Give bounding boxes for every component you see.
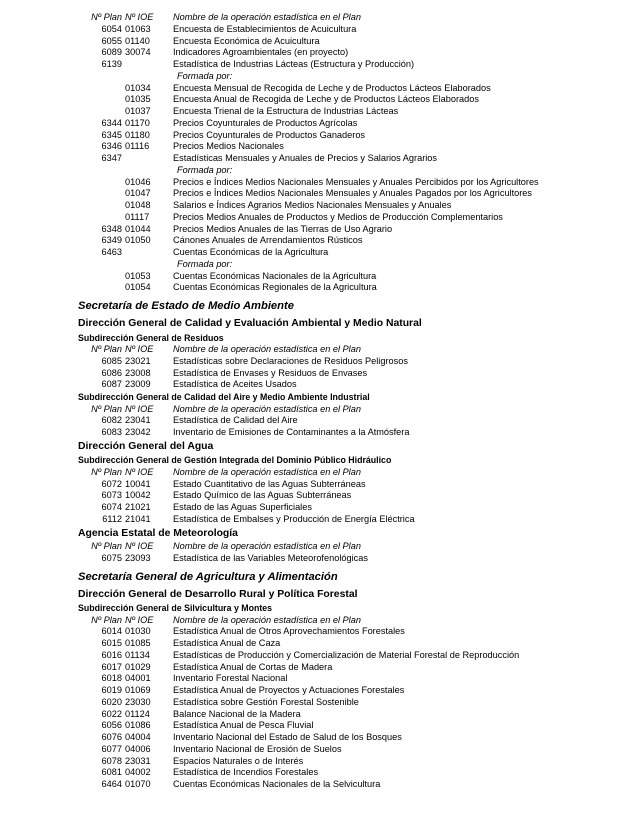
ioe-number: 10042 (125, 490, 151, 501)
operation-name: Estadística Anual de Otros Aprovechamientos Forestales (173, 626, 405, 637)
header-plan: Nº Plan (91, 541, 122, 551)
table-row (0, 282, 642, 294)
table-row (0, 24, 642, 36)
plan-number: 6055 (101, 35, 122, 46)
operation-name: Cuentas Económicas Nacionales de la Selvicultura (173, 779, 381, 789)
ioe-number: 23041 (125, 415, 151, 426)
operation-name: Estadística de Calidad del Aire (173, 415, 298, 426)
table-header (0, 12, 642, 24)
header-plan: Nº Plan (91, 403, 122, 414)
plan-number: 6464 (101, 779, 122, 789)
formada-text: Formada por: (177, 70, 233, 81)
ioe-number: 01053 (125, 270, 151, 281)
ioe-number: 01085 (125, 638, 151, 648)
plan-number: 6019 (101, 685, 122, 695)
operation-name: Indicadores Agroambientales (en proyecto) (173, 47, 349, 58)
table-row (0, 673, 642, 685)
operation-name: Estadísticas de Producción y Comercialización de Material Forestal de Reproducción (173, 649, 520, 660)
header-plan: Nº Plan (91, 614, 122, 625)
ioe-number: 04002 (125, 767, 151, 778)
header-name: Nombre de la operación estadística en el Plan (173, 403, 361, 414)
header-ioe: Nº IOE (125, 403, 154, 414)
operation-name: Encuesta Económica de Acuicultura (173, 35, 320, 46)
ioe-number: 01054 (125, 282, 151, 293)
header-name: Nombre de la operación estadística en el Plan (173, 12, 361, 22)
table-row (0, 767, 642, 779)
operation-name: Balance Nacional de la Madera (173, 708, 301, 719)
plan-number: 6463 (101, 247, 122, 257)
table-row (0, 732, 642, 744)
plan-number: 6018 (101, 673, 122, 684)
table-row (0, 47, 642, 59)
formada-por-label (0, 259, 642, 271)
ioe-number: 01069 (125, 685, 151, 695)
operation-name: Encuesta Anual de Recogida de Leche y de Productos Lácteos Elaborados (173, 94, 479, 105)
table-row (0, 697, 642, 709)
ioe-number: 01117 (125, 211, 150, 222)
plan-number: 6086 (101, 367, 122, 378)
formada-text: Formada por: (177, 258, 233, 269)
table-row (0, 200, 642, 212)
header-ioe: Nº IOE (125, 466, 154, 477)
ioe-number: 23008 (125, 367, 151, 378)
table-row (0, 36, 642, 48)
ioe-number: 23030 (125, 696, 151, 707)
plan-number: 6087 (101, 379, 122, 390)
table-row (0, 235, 642, 247)
operation-name: Estadísticas sobre Declaraciones de Residuos Peligrosos (173, 355, 408, 366)
ioe-number: 01180 (125, 129, 150, 140)
table-row (0, 490, 642, 502)
ioe-number: 01037 (125, 106, 151, 116)
operation-name: Estadística de Industrias Lácteas (Estructura y Producción) (173, 59, 415, 69)
header-ioe: Nº IOE (125, 344, 154, 354)
plan-number: 6085 (101, 355, 122, 366)
table-row (0, 427, 642, 439)
plan-number: 6014 (101, 626, 122, 637)
operation-name: Precios Coyunturales de Productos Agrícolas (173, 117, 358, 128)
table-row (0, 626, 642, 638)
plan-number: 6089 (101, 47, 122, 58)
operation-name: Estado Químico de las Aguas Subterráneas (173, 490, 352, 501)
table-header (0, 404, 642, 416)
plan-number: 6078 (101, 755, 122, 766)
table-row (0, 379, 642, 391)
operation-name: Estadística de Incendios Forestales (173, 767, 319, 778)
ioe-number: 01048 (125, 200, 151, 210)
table-row (0, 415, 642, 427)
plan-number: 6347 (101, 153, 122, 163)
table-header (0, 541, 642, 553)
ioe-number: 23021 (125, 355, 151, 366)
table-row (0, 756, 642, 768)
operation-name: Estado Cuantitativo de las Aguas Subterráneas (173, 478, 366, 489)
ioe-number: 01034 (125, 82, 151, 93)
header-plan: Nº Plan (91, 12, 122, 22)
operation-name: Precios e Índices Medios Nacionales Mensuales y Anuales Pagados por los Agricultores (173, 188, 533, 199)
operation-name: Salarios e Índices Agrarios Medios Nacionales Mensuales y Anuales (173, 200, 452, 210)
ioe-number: 30074 (125, 47, 151, 58)
document-page (0, 12, 642, 791)
secretaria-heading: Secretaría de Estado de Medio Ambiente (78, 300, 294, 312)
table-row (0, 106, 642, 118)
table-header (0, 615, 642, 627)
operation-name: Estadística Anual de Pesca Fluvial (173, 720, 314, 731)
operation-name: Inventario Forestal Nacional (173, 673, 288, 684)
plan-number: 6349 (101, 235, 122, 246)
operation-name: Cuentas Económicas Regionales de la Agricultura (173, 282, 377, 293)
plan-number: 6020 (101, 696, 122, 707)
plan-number: 6344 (101, 117, 122, 128)
table-row (0, 271, 642, 283)
ioe-number: 23009 (125, 379, 151, 390)
header-name: Nombre de la operación estadística en el Plan (173, 344, 361, 354)
operation-name: Espacios Naturales o de Interés (173, 755, 304, 766)
direccion-heading: Dirección General de Calidad y Evaluación Ambiental y Medio Natural (78, 318, 422, 329)
operation-name: Precios Medios Nacionales (173, 141, 284, 152)
plan-number: 6083 (101, 427, 122, 437)
table-row (0, 709, 642, 721)
ioe-number: 01134 (125, 649, 150, 660)
plan-number: 6075 (101, 552, 122, 563)
operation-name: Estadística de las Variables Meteorofenológicas (173, 552, 368, 563)
plan-number: 6072 (101, 478, 122, 489)
table-row (0, 141, 642, 153)
operation-name: Estadística Anual de Cortas de Madera (173, 661, 333, 672)
table-row (0, 744, 642, 756)
ioe-number: 10041 (125, 478, 151, 489)
plan-number: 6022 (101, 708, 122, 719)
ioe-number: 23031 (125, 755, 151, 766)
plan-number: 6345 (101, 129, 122, 140)
operation-name: Encuesta Trienal de la Estructura de Industrias Lácteas (173, 106, 399, 116)
formada-text: Formada por: (177, 164, 233, 175)
table-row (0, 118, 642, 130)
table-row (0, 188, 642, 200)
ioe-number: 04001 (125, 673, 151, 684)
operation-name: Cánones Anuales de Arrendamientos Rústicos (173, 235, 363, 246)
operation-name: Estadística Anual de Caza (173, 638, 281, 648)
subdireccion-heading: Subdirección General de Calidad del Aire y Medio Ambiente Industrial (78, 392, 370, 402)
table-row (0, 685, 642, 697)
formada-por-label (0, 71, 642, 83)
table-row (0, 59, 642, 71)
operation-name: Estadística Anual de Proyectos y Actuaciones Forestales (173, 685, 405, 695)
operation-name: Precios e Índices Medios Nacionales Mensuales y Anuales Percibidos por los Agricultores (173, 176, 539, 187)
plan-number: 6074 (101, 502, 122, 512)
ioe-number: 01170 (125, 117, 150, 128)
operation-name: Cuentas Económicas de la Agricultura (173, 247, 329, 257)
formada-por-label (0, 165, 642, 177)
operation-name: Estadística de Aceites Usados (173, 379, 297, 390)
header-ioe: Nº IOE (125, 614, 154, 625)
ioe-number: 01046 (125, 176, 151, 187)
table-header (0, 467, 642, 479)
operation-name: Estado de las Aguas Superficiales (173, 502, 312, 512)
ioe-number: 23042 (125, 427, 151, 437)
table-row (0, 83, 642, 95)
header-name: Nombre de la operación estadística en el Plan (173, 614, 361, 625)
table-row (0, 779, 642, 791)
table-row (0, 356, 642, 368)
table-row (0, 212, 642, 224)
header-ioe: Nº IOE (125, 12, 154, 22)
operation-name: Inventario Nacional de Erosión de Suelos (173, 743, 342, 754)
plan-number: 6076 (101, 732, 122, 742)
table-row (0, 153, 642, 165)
ioe-number: 01047 (125, 188, 151, 199)
ioe-number: 21041 (125, 513, 151, 524)
operation-name: Inventario Nacional del Estado de Salud de los Bosques (173, 732, 402, 742)
plan-number: 6081 (101, 767, 122, 778)
plan-number: 6082 (101, 415, 122, 426)
table-row (0, 650, 642, 662)
secretaria-heading: Secretaría General de Agricultura y Alimentación (78, 570, 338, 583)
plan-number: 6139 (101, 59, 122, 69)
subdireccion-heading: Subdirección General de Gestión Integrada del Dominio Público Hidráulico (78, 455, 392, 466)
direccion-heading: Dirección General de Desarrollo Rural y Política Forestal (78, 588, 358, 600)
ioe-number: 01044 (125, 223, 151, 234)
direccion-heading: Dirección General del Agua (78, 440, 214, 452)
ioe-number: 01063 (125, 23, 151, 34)
operation-name: Encuesta de Establecimientos de Acuicultura (173, 23, 357, 34)
operation-name: Estadística de Embalses y Producción de Energía Eléctrica (173, 513, 415, 524)
ioe-number: 04006 (125, 743, 151, 754)
ioe-number: 01140 (125, 35, 150, 46)
table-row (0, 177, 642, 189)
table-row (0, 247, 642, 259)
operation-name: Precios Coyunturales de Productos Ganaderos (173, 129, 366, 140)
operation-name: Inventario de Emisiones de Contaminantes a la Atmósfera (173, 427, 410, 437)
table-row (0, 130, 642, 142)
operation-name: Precios Medios Anuales de las Tierras de Uso Agrario (173, 223, 393, 234)
ioe-number: 04004 (125, 732, 151, 742)
operation-name: Precios Medios Anuales de Productos y Medios de Producción Complementarios (173, 211, 503, 222)
operation-name: Encuesta Mensual de Recogida de Leche y de Productos Lácteos Elaborados (173, 82, 491, 93)
table-row (0, 502, 642, 514)
plan-number: 6016 (101, 649, 122, 660)
ioe-number: 01070 (125, 779, 151, 789)
ioe-number: 01035 (125, 94, 151, 105)
direccion-heading: Agencia Estatal de Meteorología (78, 527, 238, 539)
operation-name: Estadística sobre Gestión Forestal Sostenible (173, 696, 359, 707)
plan-number: 6015 (101, 638, 122, 648)
ioe-number: 01116 (125, 141, 150, 152)
plan-number: 6054 (101, 23, 122, 34)
table-row (0, 720, 642, 732)
table-row (0, 662, 642, 674)
operation-name: Estadísticas Mensuales y Anuales de Precios y Salarios Agrarios (173, 153, 438, 163)
subdireccion-heading: Subdirección General de Silvicultura y Montes (78, 603, 273, 613)
plan-number: 6017 (101, 661, 122, 672)
plan-number: 6112 (102, 513, 122, 524)
ioe-number: 01124 (125, 708, 150, 719)
table-row (0, 638, 642, 650)
table-row (0, 224, 642, 236)
table-row (0, 553, 642, 565)
header-ioe: Nº IOE (125, 541, 154, 551)
table-row (0, 479, 642, 491)
operation-name: Estadística de Envases y Residuos de Envases (173, 367, 368, 378)
ioe-number: 01086 (125, 720, 151, 731)
header-plan: Nº Plan (91, 344, 122, 354)
plan-number: 6077 (101, 743, 122, 754)
plan-number: 6056 (101, 720, 122, 731)
table-row (0, 368, 642, 380)
ioe-number: 01029 (125, 661, 151, 672)
ioe-number: 01050 (125, 235, 151, 246)
table-row (0, 94, 642, 106)
header-name: Nombre de la operación estadística en el Plan (173, 541, 361, 551)
ioe-number: 23093 (125, 552, 151, 563)
ioe-number: 01030 (125, 626, 151, 637)
table-header (0, 344, 642, 356)
ioe-number: 21021 (125, 502, 151, 512)
plan-number: 6348 (101, 223, 122, 234)
plan-number: 6346 (101, 141, 122, 152)
operation-name: Cuentas Económicas Nacionales de la Agricultura (173, 270, 377, 281)
header-plan: Nº Plan (91, 466, 122, 477)
plan-number: 6073 (101, 490, 122, 501)
table-row (0, 514, 642, 526)
subdireccion-heading: Subdirección General de Residuos (78, 332, 224, 343)
header-name: Nombre de la operación estadística en el Plan (173, 466, 361, 477)
